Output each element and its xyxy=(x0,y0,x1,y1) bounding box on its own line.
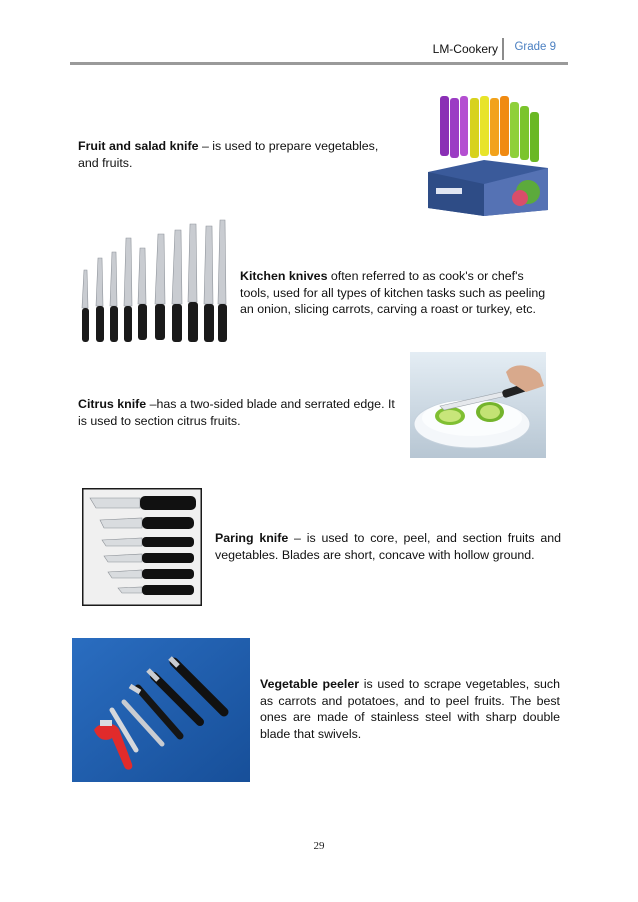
item-term: Vegetable peeler xyxy=(260,677,360,691)
item-desc: – is used to prepare vegetables, and fruits. xyxy=(78,139,379,170)
page-header xyxy=(70,36,568,62)
citrus-knife-image xyxy=(410,352,546,458)
kitchen-knives-image xyxy=(78,218,230,346)
fruit-salad-knife-text xyxy=(78,138,398,171)
page-number: 29 xyxy=(313,840,325,852)
item-term: Paring knife xyxy=(215,531,289,545)
paring-knife-image xyxy=(82,488,202,606)
item-term: Kitchen knives xyxy=(240,269,328,283)
paring-knife-text xyxy=(215,530,561,563)
header-grade: Grade 9 xyxy=(514,41,556,53)
kitchen-knives-text xyxy=(240,268,554,318)
item-desc: often referred to as cook's or chef's tools, used for all types of kitchen tasks such as peeling an onion, slicing carrots, carving a roast or turkey, etc. xyxy=(240,269,546,316)
vegetable-peeler-text xyxy=(260,676,560,742)
citrus-knife-text xyxy=(78,396,400,429)
header-title: LM-Cookery xyxy=(432,42,498,56)
item-desc: – is used to core, peel, and section fruits and vegetables. Blades are short, concave with hollow ground. xyxy=(215,531,561,562)
item-term: Fruit and salad knife xyxy=(78,139,199,153)
header-rule xyxy=(70,62,568,65)
item-desc: is used to scrape vegetables, such as carrots and potatoes, and to peel fruits. The best ones are made of stainless steel with sharp double blade that swivels. xyxy=(260,677,560,741)
fruit-salad-knife-image xyxy=(424,92,552,217)
item-desc: –has a two-sided blade and serrated edge. It is used to section citrus fruits. xyxy=(78,397,395,428)
vegetable-peeler-image xyxy=(72,638,250,782)
header-separator xyxy=(502,38,504,60)
item-term: Citrus knife xyxy=(78,397,147,411)
